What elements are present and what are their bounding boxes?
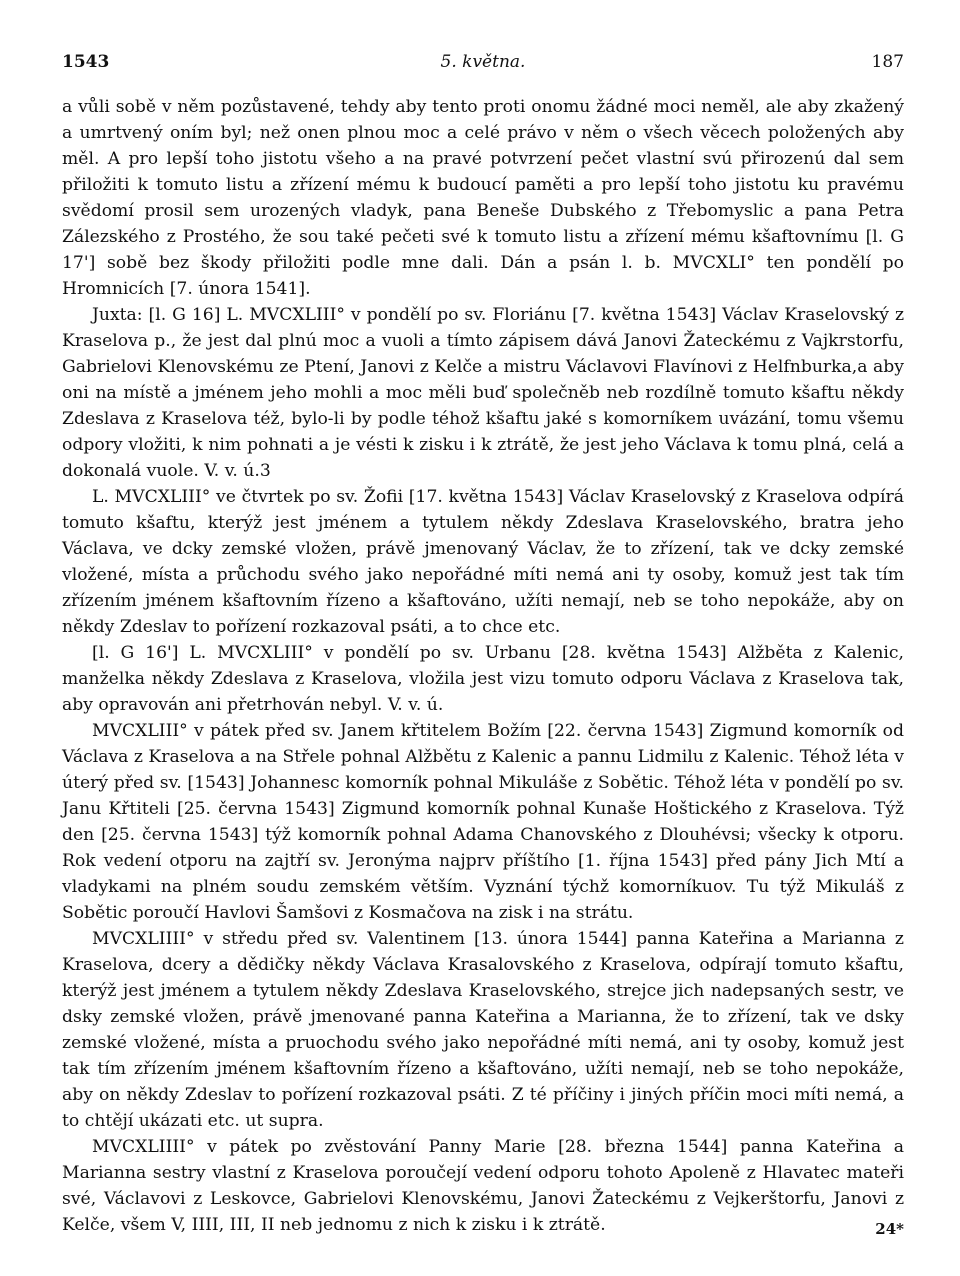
paragraph: MVCXLIII° v pátek před sv. Janem křtitelem Božím [22. června 1543] Zigmund komorník od Václava z Kraselova a na Střele pohnal Alžbětu z Kalenic a pannu Lidmilu z Kalenic. Téhož léta v úterý před sv. [1543] Johannesc komorník pohnal Mikuláše z Sobětic. Téhož léta v pondělí po sv. Janu Křtiteli [25. června 1543] Zigmund komorník pohnal Kunaše Hoštického z Kraselova. Týž den [25. června 1543] týž komorník pohnal Adama Chanovského z Dlouhévsi; všecky k otporu. Rok vedení otporu na zajtří sv. Jeronýma najprv příštího [1. října 1543] před pány Jich Mtí a vladykami na plném soudu zemském větším. Vyznání týchž komorníkuov. Tu týž Mikuláš z Sobětic poroučí Havlovi Šamšovi z Kosmačova na zisk i na strátu. — [62, 721, 904, 923]
paragraph: L. MVCXLIII° ve čtvrtek po sv. Žofii [17. května 1543] Václav Kraselovský z Kraselova odpírá tomuto kšaftu, kterýž jest jménem a tytulem někdy Zdeslava Kraselovského, bratra jeho Václava, ve dcky zemské vložen, právě jmenovaný Václav, že to zřízení, tak ve dcky zemské vložené, místa a průchodu svého jako nepořádné míti nemá ani ty osoby, komuž jest tak tím zřízením jménem kšaftovním řízeno a kšaftováno, užíti nemají, neb se toho nepokáže, aby on někdy Zdeslav to pořízení rozkazoval psáti, a to chce etc. — [62, 487, 904, 637]
header-year: 1543 — [62, 52, 110, 72]
page-header — [62, 44, 904, 80]
page-body — [62, 94, 904, 1238]
paragraph: [l. G 16'] L. MVCXLIII° v pondělí po sv. Urbanu [28. května 1543] Alžběta z Kalenic, manželka někdy Zdeslava z Kraselova, vložila jest vizu tomuto odporu Václava z Kraselova tak, aby opravován ani přetrhován nebyl. V. v. ú. — [62, 643, 904, 715]
paragraph: Juxta: [l. G 16] L. MVCXLIII° v pondělí po sv. Floriánu [7. května 1543] Václav Kraselovský z Kraselova p., že jest dal plnú moc a vuoli a tímto zápisem dává Janovi Žateckému z Vajkrstorfu, Gabrielovi Klenovskému ze Ptení, Janovi z Kelče a mistru Václavovi Flavínovi z Helfnburka,a aby oni na místě a jménem jeho mohli a moc měli buď společněb neb rozdílně tomuto kšaftu někdy Zdeslava z Kraselova též, bylo-li by podle téhož kšaftu jaké s komorníkem uvázání, tomu všemu odpory vložiti, k nim pohnati a je vésti k zisku i k ztrátě, že jest jeho Václava k tomu plná, celá a dokonalá vuole. V. v. ú.3 — [62, 305, 904, 481]
document-page — [62, 44, 904, 1244]
signature-mark: 24* — [875, 1220, 904, 1238]
paragraph: MVCXLIIII° v středu před sv. Valentinem [13. února 1544] panna Kateřina a Marianna z Kraselova, dcery a dědičky někdy Václava Krasalovského z Kraselova, odpírají tomuto kšaftu, kterýž jest jménem a tytulem někdy Zdeslava Kraselovského, strejce jich nadepsaných sestr, ve dsky zemské vložen, právě jmenované panna Kateřina a Marianna, že to zřízení, tak ve dsky zemské vložené, místa a pruochodu svého jako nepořádné míti nemá, ani ty osoby, komuž jest tak tím zřízením jménem kšaftovním řízeno a kšaftováno, užíti nemají, neb se toho nepokáže, aby on někdy Zdeslav to pořízení rozkazoval psáti. Z té příčiny i jiných příčin moci míti nemá, a to chtějí ukázati etc. ut supra. — [62, 929, 904, 1131]
paragraph: a vůli sobě v něm pozůstavené, tehdy aby tento proti onomu žádné moci neměl, ale aby zkažený a umrtvený oním byl; než onen plnou moc a celé právo v něm o všech věcech položených aby měl. A pro lepší toho jistotu všeho a na pravé potvrzení pečet vlastní svú přirozenú dal sem přiložiti k tomuto listu a zřízení mému k budoucí paměti a pro lepší toho jistotu ku pravému svědomí prosil sem urozených vladyk, pana Beneše Dubského z Třebomyslic a pana Petra Zálezského z Prostého, že sou také pečeti své k tomuto listu a zřízení mému kšaftovnímu [l. G 17'] sobě bez škody přiložiti podle mne dali. Dán a psán l. b. MVCXLI° ten pondělí po Hromnicích [7. února 1541]. — [62, 97, 904, 299]
page-number: 187 — [871, 52, 904, 72]
header-date: 5. května. — [440, 52, 526, 72]
paragraph: MVCXLIIII° v pátek po zvěstování Panny Marie [28. března 1544] panna Kateřina a Marianna sestry vlastní z Kraselova poroučejí vedení odporu tohoto Apoleně z Hlavatec mateři své, Václavovi z Leskovce, Gabrielovi Klenovskému, Janovi Žateckému z Vejkerštorfu, Janovi z Kelče, všem V, IIII, III, II neb jednomu z nich k zisku i k ztrátě. — [62, 1137, 904, 1235]
